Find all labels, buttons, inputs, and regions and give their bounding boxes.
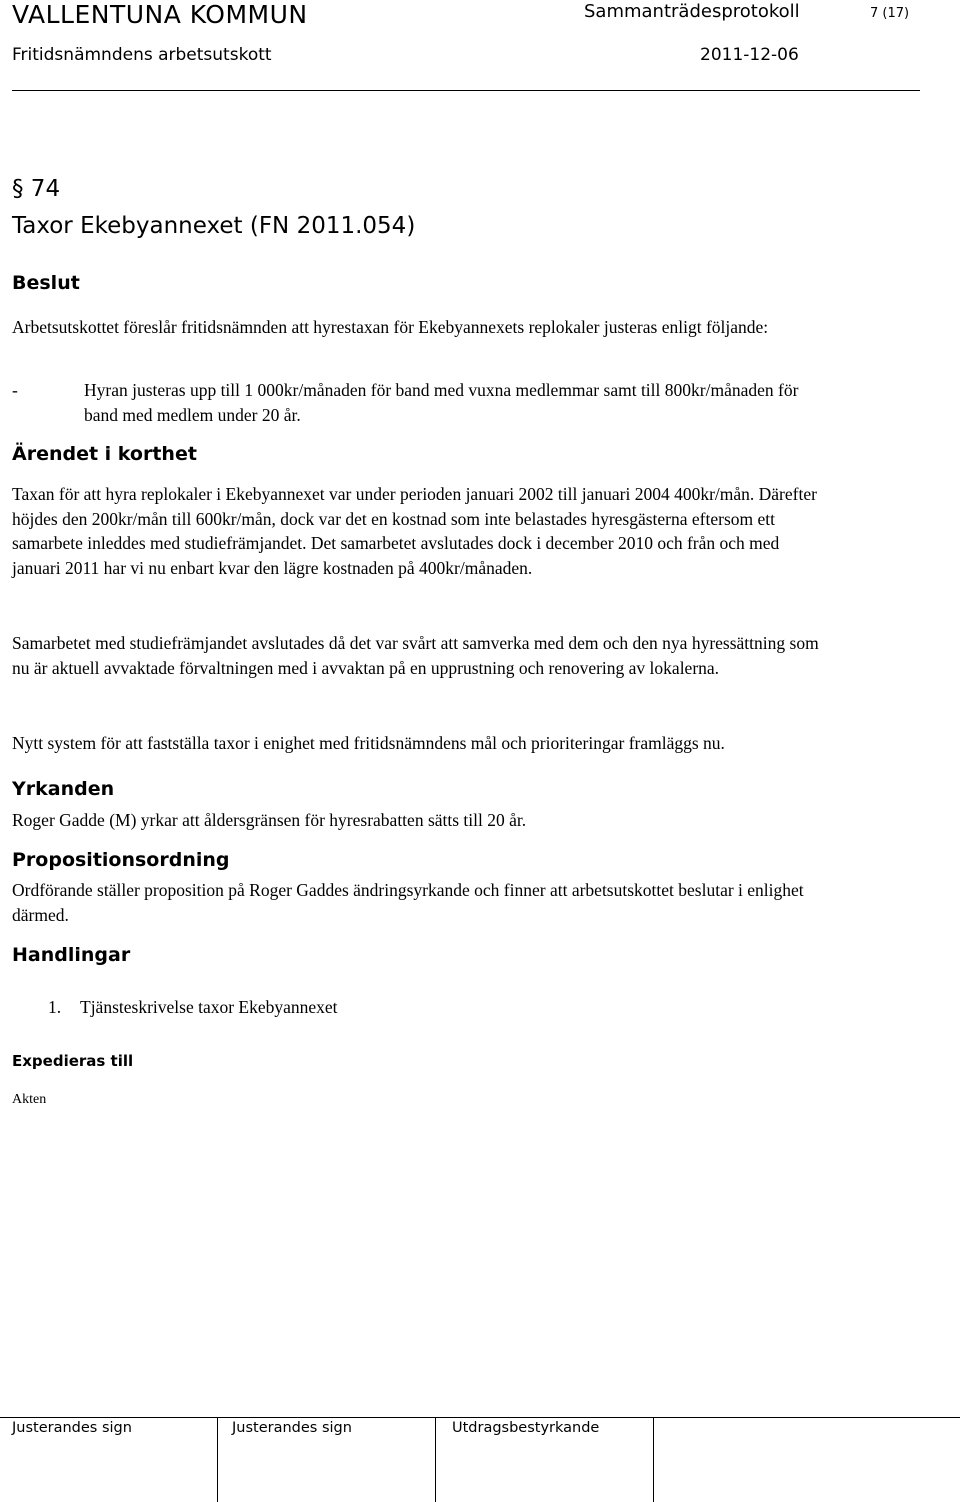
signature-label-3: Utdragsbestyrkande [452,1420,600,1436]
beslut-intro: Arbetsutskottet föreslår fritidsnämnden att hyrestaxan för Ekebyannexets replokaler justeras enligt följande: [12,317,769,337]
signature-label-1: Justerandes sign [12,1420,132,1436]
heading-beslut: Beslut [12,272,80,294]
document-type: Sammanträdesprotokoll [584,1,800,22]
organization-name: VALLENTUNA KOMMUN [12,0,308,29]
list-item-text: Tjänsteskrivelse taxor Ekebyannexet [80,997,338,1017]
list-item-number: 1. [48,997,62,1017]
heading-handlingar: Handlingar [12,944,131,966]
arendet-paragraph-1: Taxan för att hyra replokaler i Ekebyannexet var under perioden januari 2002 till januari 2004 400kr/mån. Därefter höjdes den 200kr/mån till 600kr/mån, dock var det en kostnad som inte belastades hyresgästerna eftersom ett samarbete inleddes med studiefrämjandet. Det samarbetet avslutades dock i december 2010 och från och med januari 2011 har vi nu enbart kvar den lägre kostnaden på 400kr/månaden. [12,484,817,578]
recipient: Akten [12,1092,47,1107]
meeting-date: 2011-12-06 [700,45,799,65]
section-title: Taxor Ekebyannexet (FN 2011.054) [12,213,416,239]
heading-expedieras: Expedieras till [12,1052,134,1070]
list-item [48,997,338,1018]
arendet-paragraph-3: Nytt system för att fastställa taxor i enighet med fritidsnämndens mål och prioriteringar framläggs nu. [12,733,725,753]
list-item-text: Hyran justeras upp till 1 000kr/månaden för band med vuxna medlemmar samt till 800kr/månaden för band med medlem under 20 år. [84,380,799,425]
yrkanden-text: Roger Gadde (M) yrkar att åldersgränsen för hyresrabatten sätts till 20 år. [12,810,527,830]
page-number: 7 (17) [870,6,910,21]
proposition-text: Ordförande ställer proposition på Roger Gaddes ändringsyrkande och finner att arbetsutskottet beslutar i enlighet därmed. [12,880,804,925]
list-dash: - [12,380,18,400]
section-number: § 74 [12,176,61,202]
signature-label-2: Justerandes sign [232,1420,352,1436]
heading-propositionsordning: Propositionsordning [12,849,230,871]
arendet-paragraph-2: Samarbetet med studiefrämjandet avslutades då det var svårt att samverka med dem och den nya hyressättning som nu är aktuell avvaktade förvaltningen med i avvaktan på en upprustning och renovering av lokalerna. [12,633,819,678]
header-divider [12,90,920,91]
heading-yrkanden: Yrkanden [12,778,115,800]
heading-arendet: Ärendet i korthet [12,443,197,465]
committee-name: Fritidsnämndens arbetsutskott [12,45,272,65]
